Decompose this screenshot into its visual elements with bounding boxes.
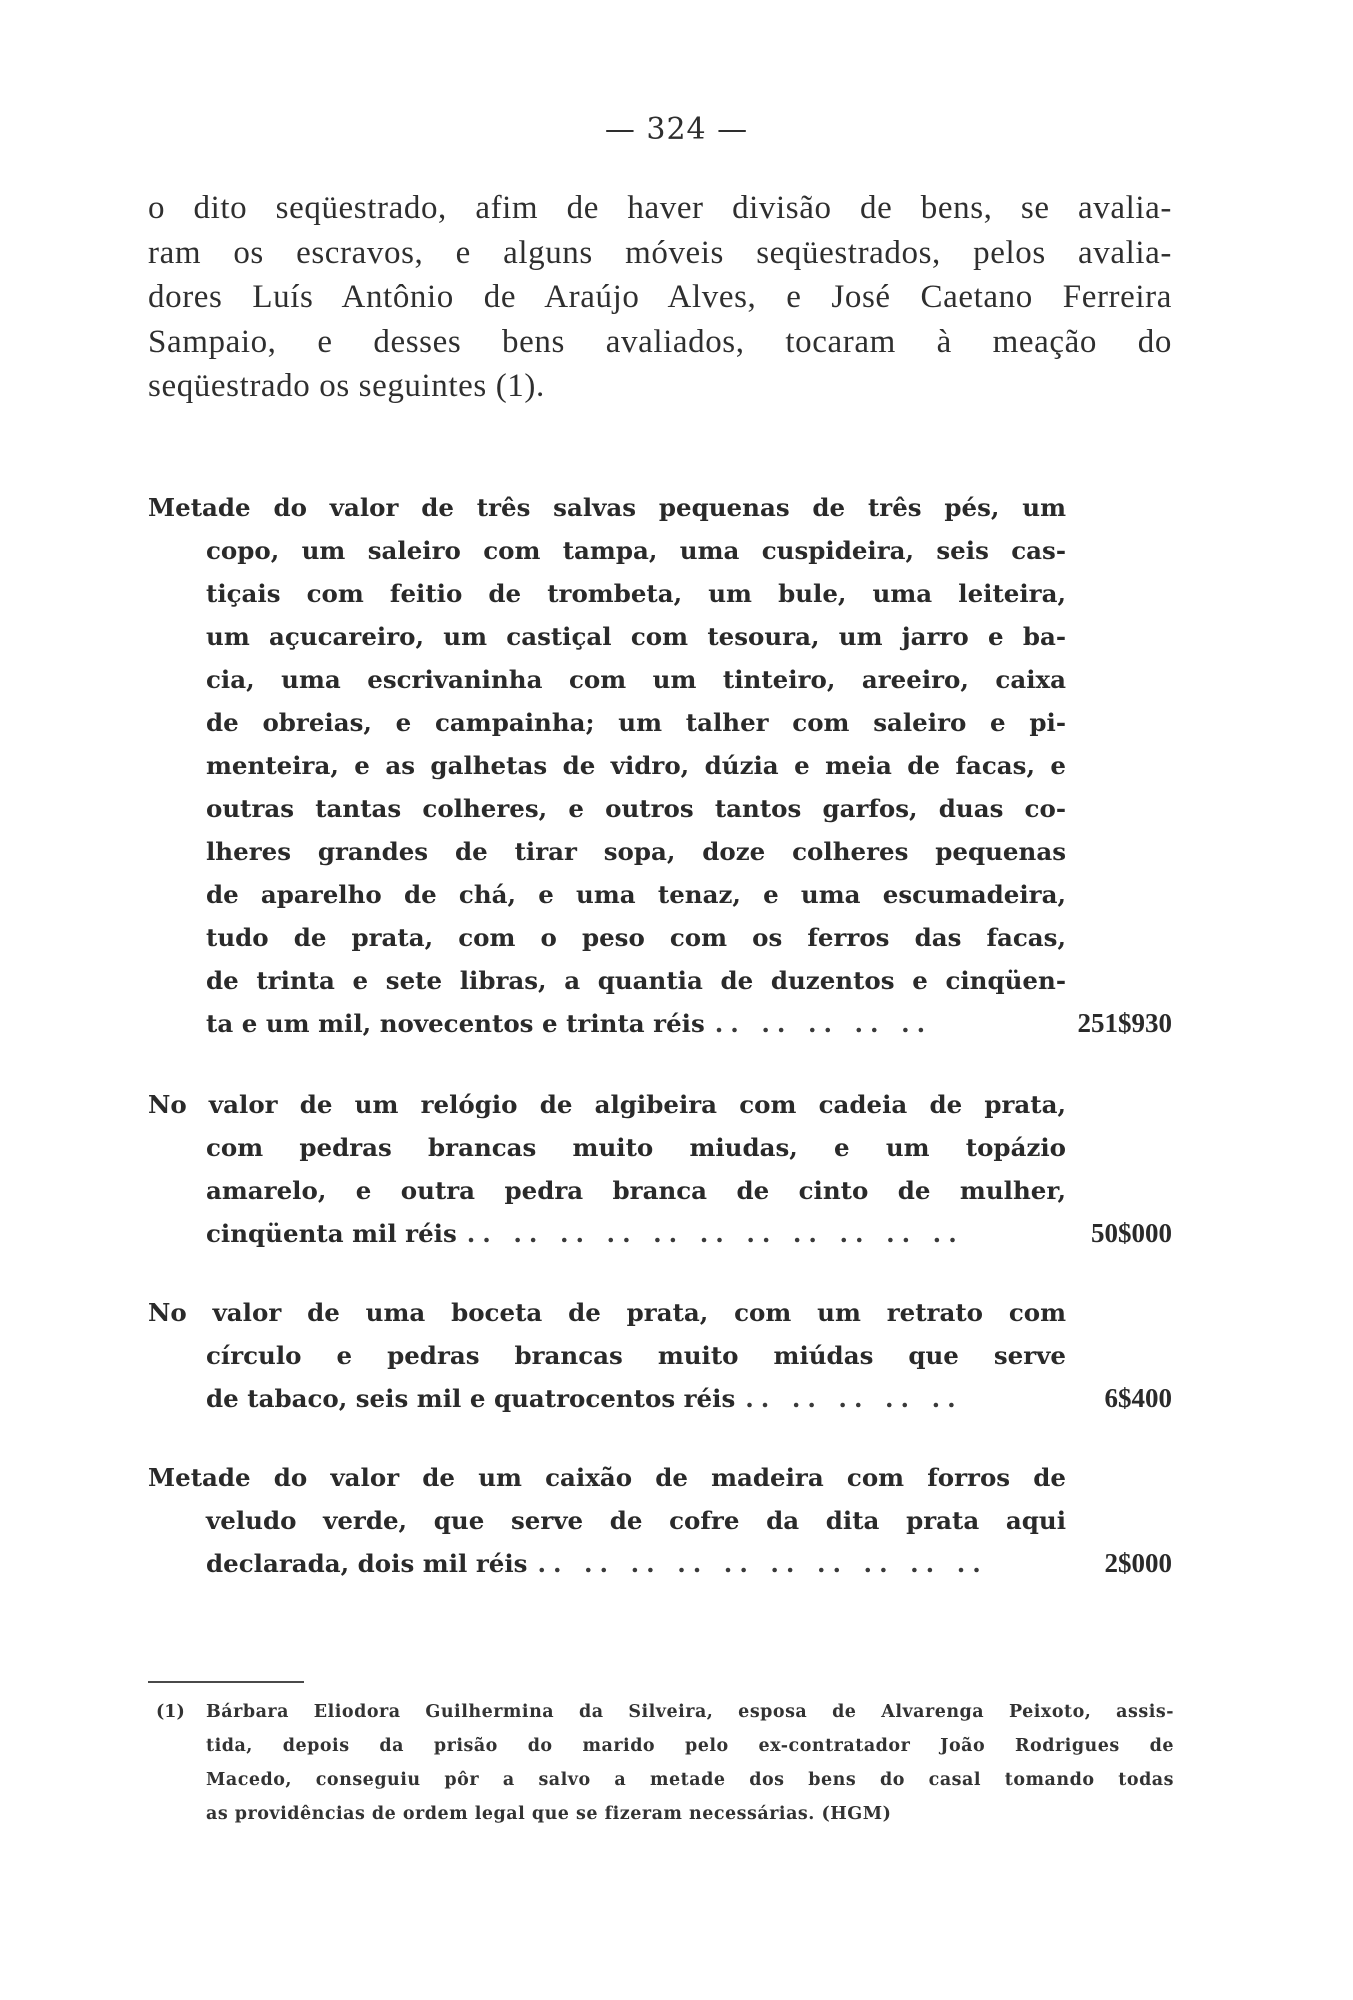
- entry-line: No valor de um relógio de algibeira com cadeia de prata,: [148, 1090, 1066, 1119]
- entry-line: copo, um saleiro com tampa, uma cuspideira, seis cas-: [206, 536, 1066, 565]
- entry-last-text: ta e um mil, novecentos e trinta réis: [206, 1009, 705, 1038]
- inventory-entry-wooden-chest: [148, 1456, 1172, 1585]
- entry-line: um açucareiro, um castiçal com tesoura, um jarro e ba-: [206, 622, 1066, 651]
- entry-line: outras tantas colheres, e outros tantos garfos, duas co-: [206, 794, 1066, 823]
- entry-line: cia, uma escrivaninha com um tinteiro, areeiro, caixa: [206, 665, 1066, 694]
- footnote: [148, 1695, 1174, 1831]
- entry-amount: 2$000: [1104, 1548, 1172, 1578]
- footnote-separator: [148, 1681, 304, 1683]
- entry-amount: 6$400: [1104, 1383, 1172, 1413]
- entry-line: de trinta e sete libras, a quantia de duzentos e cinqüen-: [206, 966, 1066, 995]
- footnote-line: tida, depois da prisão do marido pelo ex-contratador João Rodrigues de: [206, 1736, 1174, 1756]
- entry-line: No valor de uma boceta de prata, com um retrato com: [148, 1298, 1066, 1327]
- entry-line: amarelo, e outra pedra branca de cinto de mulher,: [206, 1176, 1066, 1205]
- inventory-entry-silverware: [148, 486, 1172, 1045]
- dot-leader: .. .. .. .. ..: [714, 1009, 933, 1038]
- entry-line: veludo verde, que serve de cofre da dita prata aqui: [206, 1506, 1066, 1535]
- entry-amount: 251$930: [1077, 1008, 1172, 1038]
- entry-line: de obreias, e campainha; um talher com saleiro e pi-: [206, 708, 1066, 737]
- entry-last-line: [206, 1212, 1172, 1255]
- entry-amount: 50$000: [1091, 1218, 1172, 1248]
- entry-last-text: cinqüenta mil réis: [206, 1219, 457, 1248]
- intro-line: o dito seqüestrado, afim de haver divisão de bens, se avalia-: [148, 190, 1172, 226]
- footnote-marker: (1): [156, 1702, 185, 1722]
- intro-line: dores Luís Antônio de Araújo Alves, e José Caetano Ferreira: [148, 279, 1172, 315]
- entry-line: tudo de prata, com o peso com os ferros das facas,: [206, 923, 1066, 952]
- intro-line: ram os escravos, e alguns móveis seqüestrados, pelos avalia-: [148, 234, 1172, 271]
- entry-line: de aparelho de chá, e uma tenaz, e uma escumadeira,: [206, 880, 1066, 909]
- intro-paragraph: [148, 186, 1172, 409]
- entry-line: menteira, e as galhetas de vidro, dúzia e meia de facas, e: [206, 751, 1066, 780]
- entry-last-line: [206, 1542, 1172, 1585]
- dot-leader: .. .. .. .. ..: [745, 1384, 963, 1413]
- dot-leader: .. .. .. .. .. .. .. .. .. ..: [537, 1549, 988, 1578]
- footnote-line: Macedo, conseguiu pôr a salvo a metade dos bens do casal tomando todas: [206, 1770, 1174, 1790]
- entry-last-text: declarada, dois mil réis: [206, 1549, 528, 1578]
- footnote-line: Bárbara Eliodora Guilhermina da Silveira, esposa de Alvarenga Peixoto, assis-: [206, 1702, 1174, 1722]
- entry-line: tiçais com feitio de trombeta, um bule, uma leiteira,: [206, 579, 1066, 608]
- entry-line: Metade do valor de um caixão de madeira com forros de: [148, 1463, 1066, 1492]
- entry-line: com pedras brancas muito miudas, e um topázio: [206, 1133, 1066, 1162]
- intro-line: Sampaio, e desses bens avaliados, tocaram à meação do: [148, 323, 1172, 360]
- footnote-line: as providências de ordem legal que se fizeram necessárias. (HGM): [206, 1804, 892, 1824]
- entry-line: círculo e pedras brancas muito miúdas que serve: [206, 1341, 1066, 1370]
- entry-last-line: [206, 1002, 1172, 1045]
- dot-leader: .. .. .. .. .. .. .. .. .. .. ..: [466, 1219, 964, 1248]
- page-number: — 324 —: [604, 112, 749, 147]
- footnote-body: [206, 1695, 1174, 1831]
- entry-last-line: [206, 1377, 1172, 1420]
- inventory-entry-silver-box: [148, 1291, 1172, 1420]
- entry-line: Metade do valor de três salvas pequenas de três pés, um: [148, 493, 1066, 522]
- entry-last-text: de tabaco, seis mil e quatrocentos réis: [206, 1384, 736, 1413]
- entry-line: lheres grandes de tirar sopa, doze colheres pequenas: [206, 837, 1066, 866]
- inventory-entry-pocket-watch: [148, 1083, 1172, 1255]
- intro-line: seqüestrado os seguintes (1).: [148, 368, 545, 404]
